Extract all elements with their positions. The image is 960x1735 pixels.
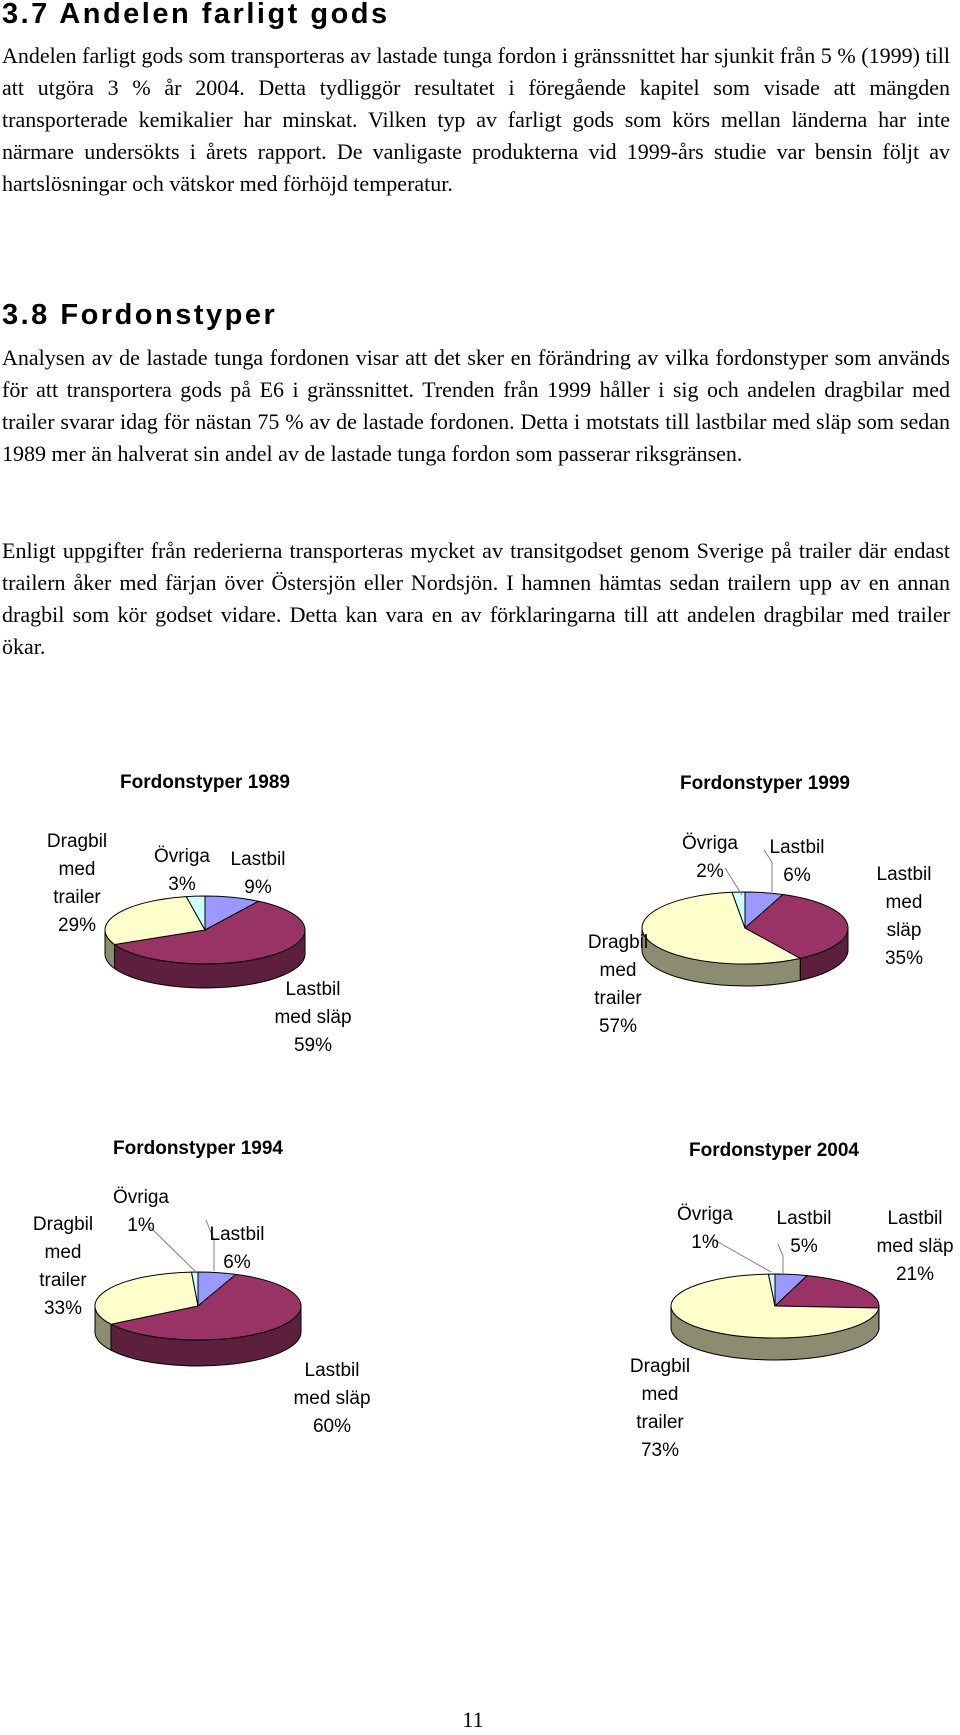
slice-label-ovriga: Övriga 1% xyxy=(113,1187,169,1236)
slice-label-dragbil-med-trailer: Dragbil med trailer 33% xyxy=(32,1214,94,1319)
slice-label-lastbil: Lastbil 5% xyxy=(776,1208,832,1257)
slice-label-lastbil-med-slap: Lastbil med släp 60% xyxy=(293,1360,371,1437)
chart-title: Fordonstyper 1999 xyxy=(680,773,850,794)
slice-label-lastbil-med-slap: Lastbil med släp 35% xyxy=(876,864,932,969)
slice-label-lastbil: Lastbil 6% xyxy=(209,1224,265,1273)
leader-line-ovriga xyxy=(725,868,742,895)
chart-title: Fordonstyper 1989 xyxy=(120,772,290,793)
leader-line-ovriga xyxy=(150,1227,196,1272)
slice-label-dragbil-med-trailer: Dragbil med trailer 29% xyxy=(46,831,108,936)
slice-label-lastbil: Lastbil 9% xyxy=(230,849,286,898)
slice-label-dragbil-med-trailer: Dragbil med trailer 57% xyxy=(587,932,649,1037)
section-heading-3-8: 3.8 Fordonstyper xyxy=(2,299,278,331)
paragraph-vehicle-types-1: Analysen av de lastade tunga fordonen visar att det sker en förändring av vilka fordonstyper som används för att transportera gods på E6 i gränssnittet. Trenden från 1999 håller i sig och andelen dragbilar med trailer svarar idag för nästan 75 % av de lastade fordonen. Detta i motstats till lastbilar med släp som sedan 1989 mer än halverat sin andel av de lastade tunga fordon som passerar riksgränsen. xyxy=(2,345,950,466)
paragraph-vehicle-types-2: Enligt uppgifter från rederierna transporteras mycket av transitgodset genom Sverige på trailer där endast trailern åker med färjan över Östersjön eller Nordsjön. I hamnen hämtas sedan trailern upp av en annan dragbil som kör godset vidare. Detta kan vara en av förklaringarna till att andelen dragbilar med trailer ökar. xyxy=(2,538,950,659)
slice-label-dragbil-med-trailer: Dragbil med trailer 73% xyxy=(629,1356,691,1461)
slice-label-ovriga: Övriga 3% xyxy=(154,846,210,895)
slice-label-lastbil: Lastbil 6% xyxy=(769,837,825,886)
slice-label-ovriga: Övriga 1% xyxy=(677,1204,733,1253)
pie-chart-1989 xyxy=(47,772,352,1056)
pie-chart-2004 xyxy=(630,1140,954,1461)
paragraph-dangerous-goods: Andelen farligt gods som transporteras av lastade tunga fordon i gränssnittet har sjunkit från 5 % (1999) till att utgöra 3 % år 2004. Detta tydliggör resultatet i föregående kapitel som visade att mängden transporterade kemikalier har minskat. Vilken typ av farligt gods som körs mellan länderna har inte närmare undersökts i årets rapport. De vanligaste produkterna vid 1999-års studie var bensin följt av hartslösningar och vätskor med förhöjd temperatur. xyxy=(2,43,950,196)
slice-label-lastbil-med-slap: Lastbil med släp 21% xyxy=(876,1208,954,1285)
chart-title: Fordonstyper 2004 xyxy=(689,1140,859,1161)
slice-label-ovriga: Övriga 2% xyxy=(682,833,738,882)
page-number: 11 xyxy=(462,1707,484,1732)
pie-chart-1994 xyxy=(33,1138,371,1437)
chart-title: Fordonstyper 1994 xyxy=(113,1138,283,1159)
section-heading-3-7: 3.7 Andelen farligt gods xyxy=(2,0,390,30)
pie-chart-1999 xyxy=(588,773,932,1037)
slice-label-lastbil-med-slap: Lastbil med släp 59% xyxy=(274,979,352,1056)
leader-line-ovriga xyxy=(711,1238,771,1272)
leader-line-lastbil xyxy=(778,1244,783,1274)
